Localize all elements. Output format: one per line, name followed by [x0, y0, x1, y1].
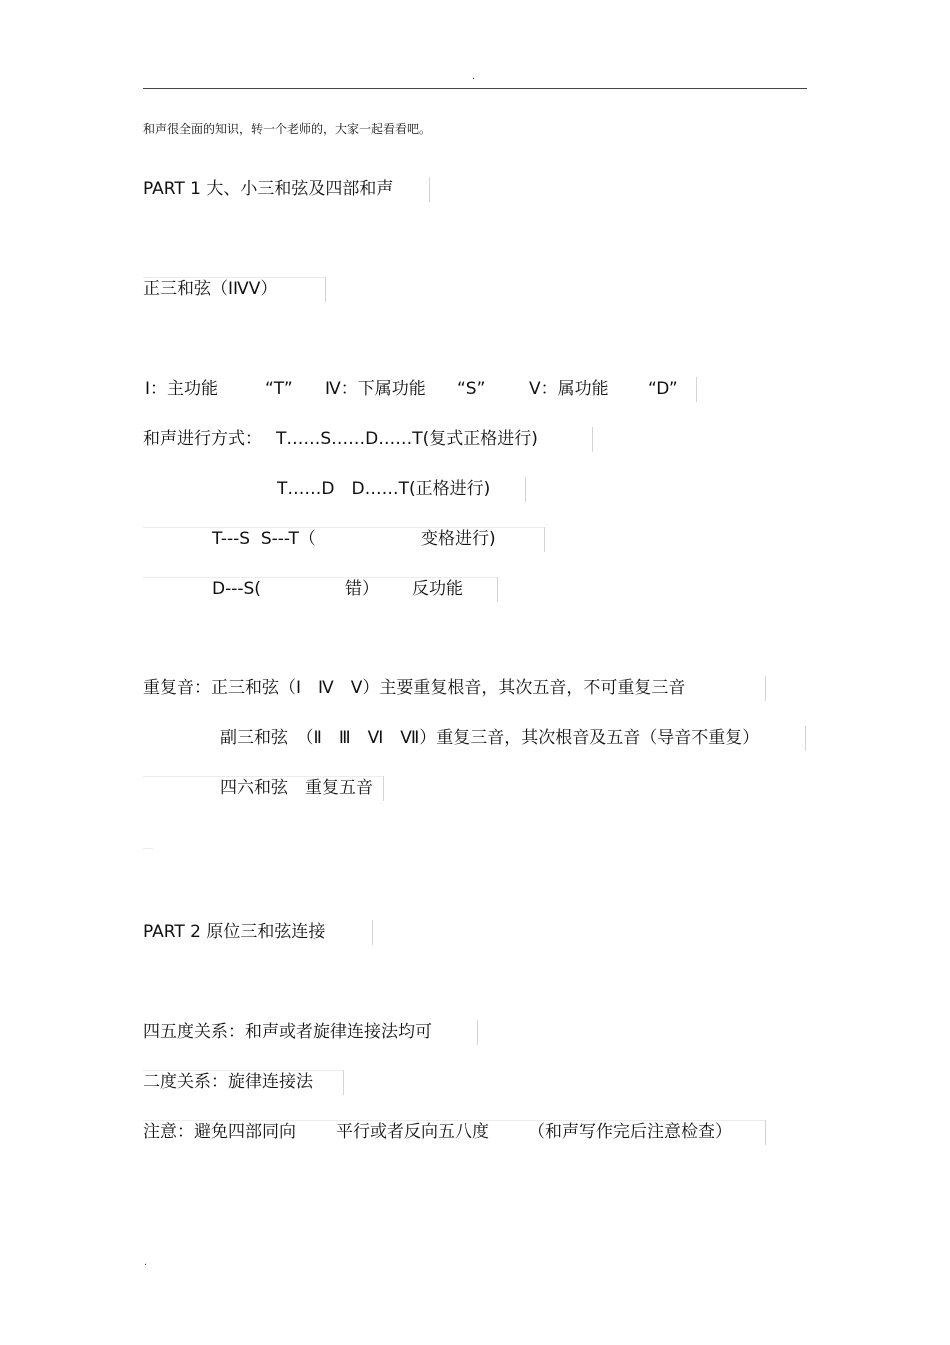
doubling-line-1: 重复音：正三和弦（Ⅰ Ⅳ Ⅴ）主要重复根音，其次五音，不可重复三音 [143, 678, 686, 698]
doubling-line-2: 副三和弦 （Ⅱ Ⅲ Ⅵ Ⅶ）重复三音，其次根音及五音（导音不重复） [220, 728, 760, 748]
progression-line-1: T……S……D……T(复式正格进行) [276, 429, 538, 449]
function-v-mark: “D” [648, 379, 678, 399]
function-iv-label: Ⅳ：下属功能 [325, 379, 426, 399]
divider-mark [343, 1070, 344, 1095]
progression-label: 和声进行方式： [143, 429, 262, 449]
function-v-label: Ⅴ：属功能 [529, 379, 609, 399]
divider-mark [497, 577, 498, 602]
part2-title: PART 2 原位三和弦连接 [143, 922, 326, 942]
header-rule [143, 88, 807, 89]
progression-line-3-a: T---S S---T（ [212, 529, 316, 549]
part1-title: PART 1 大、小三和弦及四部和声 [143, 179, 394, 199]
divider-mark [765, 676, 766, 701]
note-a: 注意：避免四部同向 [143, 1122, 296, 1142]
progression-line-4-b: 错） [345, 579, 379, 599]
divider-mark [592, 427, 593, 452]
second-relation: 二度关系：旋律连接法 [143, 1072, 313, 1092]
progression-line-2: T……D D……T(正格进行) [277, 479, 491, 499]
note-c: （和声写作完后注意检查） [528, 1122, 732, 1142]
divider-mark [372, 920, 373, 945]
divider-mark [696, 377, 697, 402]
function-i-mark: “T” [265, 379, 293, 399]
progression-line-4-a: D---S( [212, 579, 261, 599]
divider-mark [383, 776, 384, 801]
divider-mark [805, 726, 806, 751]
divider-mark [544, 527, 545, 552]
divider-mark [325, 277, 326, 302]
function-iv-mark: “S” [457, 379, 486, 399]
primary-triads-heading: 正三和弦（ⅠⅣⅤ） [143, 279, 278, 299]
divider-mark [429, 177, 430, 202]
divider-mark [143, 848, 153, 849]
footer-dot: . [144, 1257, 148, 1268]
doubling-line-3: 四六和弦 重复五音 [220, 778, 373, 798]
fourth-fifth-relation: 四五度关系：和声或者旋律连接法均可 [143, 1022, 432, 1042]
function-i-label: Ⅰ：主功能 [145, 379, 219, 399]
progression-line-3-b: 变格进行) [421, 529, 496, 549]
divider-mark [525, 477, 526, 502]
divider-mark [765, 1120, 766, 1145]
progression-line-4-c: 反功能 [412, 579, 463, 599]
note-b: 平行或者反向五八度 [336, 1122, 489, 1142]
header-dot: . [472, 71, 476, 82]
intro-text: 和声很全面的知识，转一个老师的，大家一起看看吧。 [143, 122, 432, 136]
divider-mark [477, 1020, 478, 1045]
